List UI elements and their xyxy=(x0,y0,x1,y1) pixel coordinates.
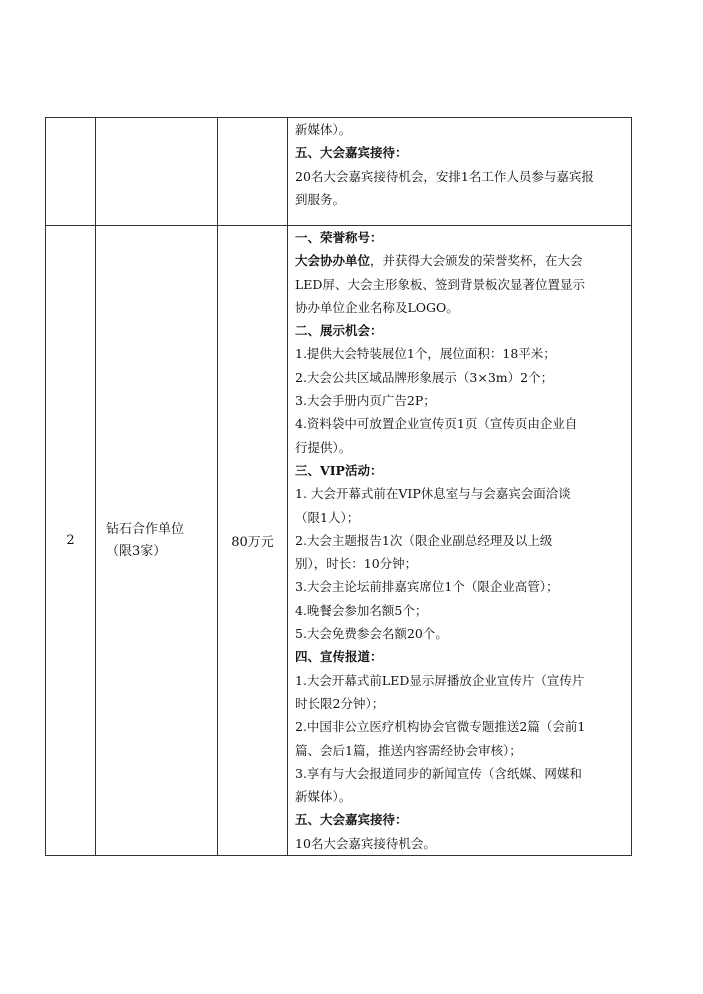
benefit-line: 2.大会公共区域品牌形象展示（3×3m）2个； xyxy=(295,369,554,385)
bold-prefix: 大会协办单位 xyxy=(295,253,371,269)
benefit-line: 3.大会手册内页广告2P； xyxy=(295,393,436,409)
line-rest: ，并获得大会颁发的荣誉奖杯，在大会 xyxy=(370,253,583,269)
benefits-cell xyxy=(288,226,632,856)
benefit-line: 20名大会嘉宾接待机会，安排1名工作人员参与嘉宾报 xyxy=(295,168,594,184)
section-heading: 一、荣誉称号： xyxy=(295,230,383,245)
benefit-line: 3.享有与大会报道同步的新闻宣传（含纸媒、网媒和 xyxy=(295,765,582,781)
benefit-line xyxy=(295,249,623,272)
benefit-line: 协办单位企业名称及LOGO。 xyxy=(295,299,459,315)
table-row xyxy=(46,118,632,226)
price-cell: 80万元 xyxy=(218,226,288,856)
benefit-line: 新媒体）。 xyxy=(295,122,352,137)
section-heading: 二、展示机会： xyxy=(295,323,383,339)
benefit-line: 新媒体）。 xyxy=(295,789,352,805)
benefits-lines xyxy=(295,226,623,855)
benefit-line: LED屏、大会主形象板、签到背景板次显著位置显示 xyxy=(295,276,585,292)
section-heading: 五、大会嘉宾接待： xyxy=(295,812,408,828)
benefit-line: （限1人）； xyxy=(295,509,360,525)
section-heading: 四、宣传报道： xyxy=(295,649,383,665)
benefits-cell xyxy=(288,118,632,226)
benefit-line: 1.提供大会特装展位1个，展位面积：18平米； xyxy=(295,346,556,362)
tier-name-cell xyxy=(96,118,218,226)
tier-name-cell xyxy=(96,226,218,856)
benefit-line: 4.晚餐会参加名额5个； xyxy=(295,602,428,618)
benefit-line: 3.大会主论坛前排嘉宾席位1个（限企业高管）； xyxy=(295,579,559,595)
benefit-line: 到服务。 xyxy=(295,191,346,207)
benefit-line: 10名大会嘉宾接待机会。 xyxy=(295,835,436,851)
section-heading: 五、大会嘉宾接待： xyxy=(295,145,408,161)
benefit-line: 1.大会开幕式前LED显示屏播放企业宣传片（宣传片 xyxy=(295,672,585,688)
benefit-line: 别），时长：10分钟； xyxy=(295,556,418,572)
benefits-lines xyxy=(295,118,623,211)
sponsorship-table xyxy=(45,117,632,856)
row-number-cell: 2 xyxy=(46,226,96,856)
benefit-line: 行提供）。 xyxy=(295,439,352,455)
benefit-line: 1. 大会开幕式前在VIP休息室与与会嘉宾会面洽谈 xyxy=(295,486,571,502)
tier-name-line: 钻石合作单位 xyxy=(106,521,185,537)
benefit-line: 2.中国非公立医疗机构协会官微专题推送2篇（会前1 xyxy=(295,719,586,735)
benefit-line: 篇、会后1篇，推送内容需经协会审核）； xyxy=(295,742,522,758)
tier-limit-line: （限3家） xyxy=(106,543,167,559)
row-number-cell xyxy=(46,118,96,226)
benefit-line: 2.大会主题报告1次（限企业副总经理及以上级 xyxy=(295,532,553,548)
price-cell xyxy=(218,118,288,226)
benefit-line: 时长限2分钟）； xyxy=(295,695,385,711)
table-row xyxy=(46,226,632,856)
benefit-line: 4.资料袋中可放置企业宣传页1页（宣传页由企业自 xyxy=(295,416,578,432)
section-heading: 三、VIP活动： xyxy=(295,462,383,478)
benefit-line: 5.大会免费参会名额20个。 xyxy=(295,626,448,642)
